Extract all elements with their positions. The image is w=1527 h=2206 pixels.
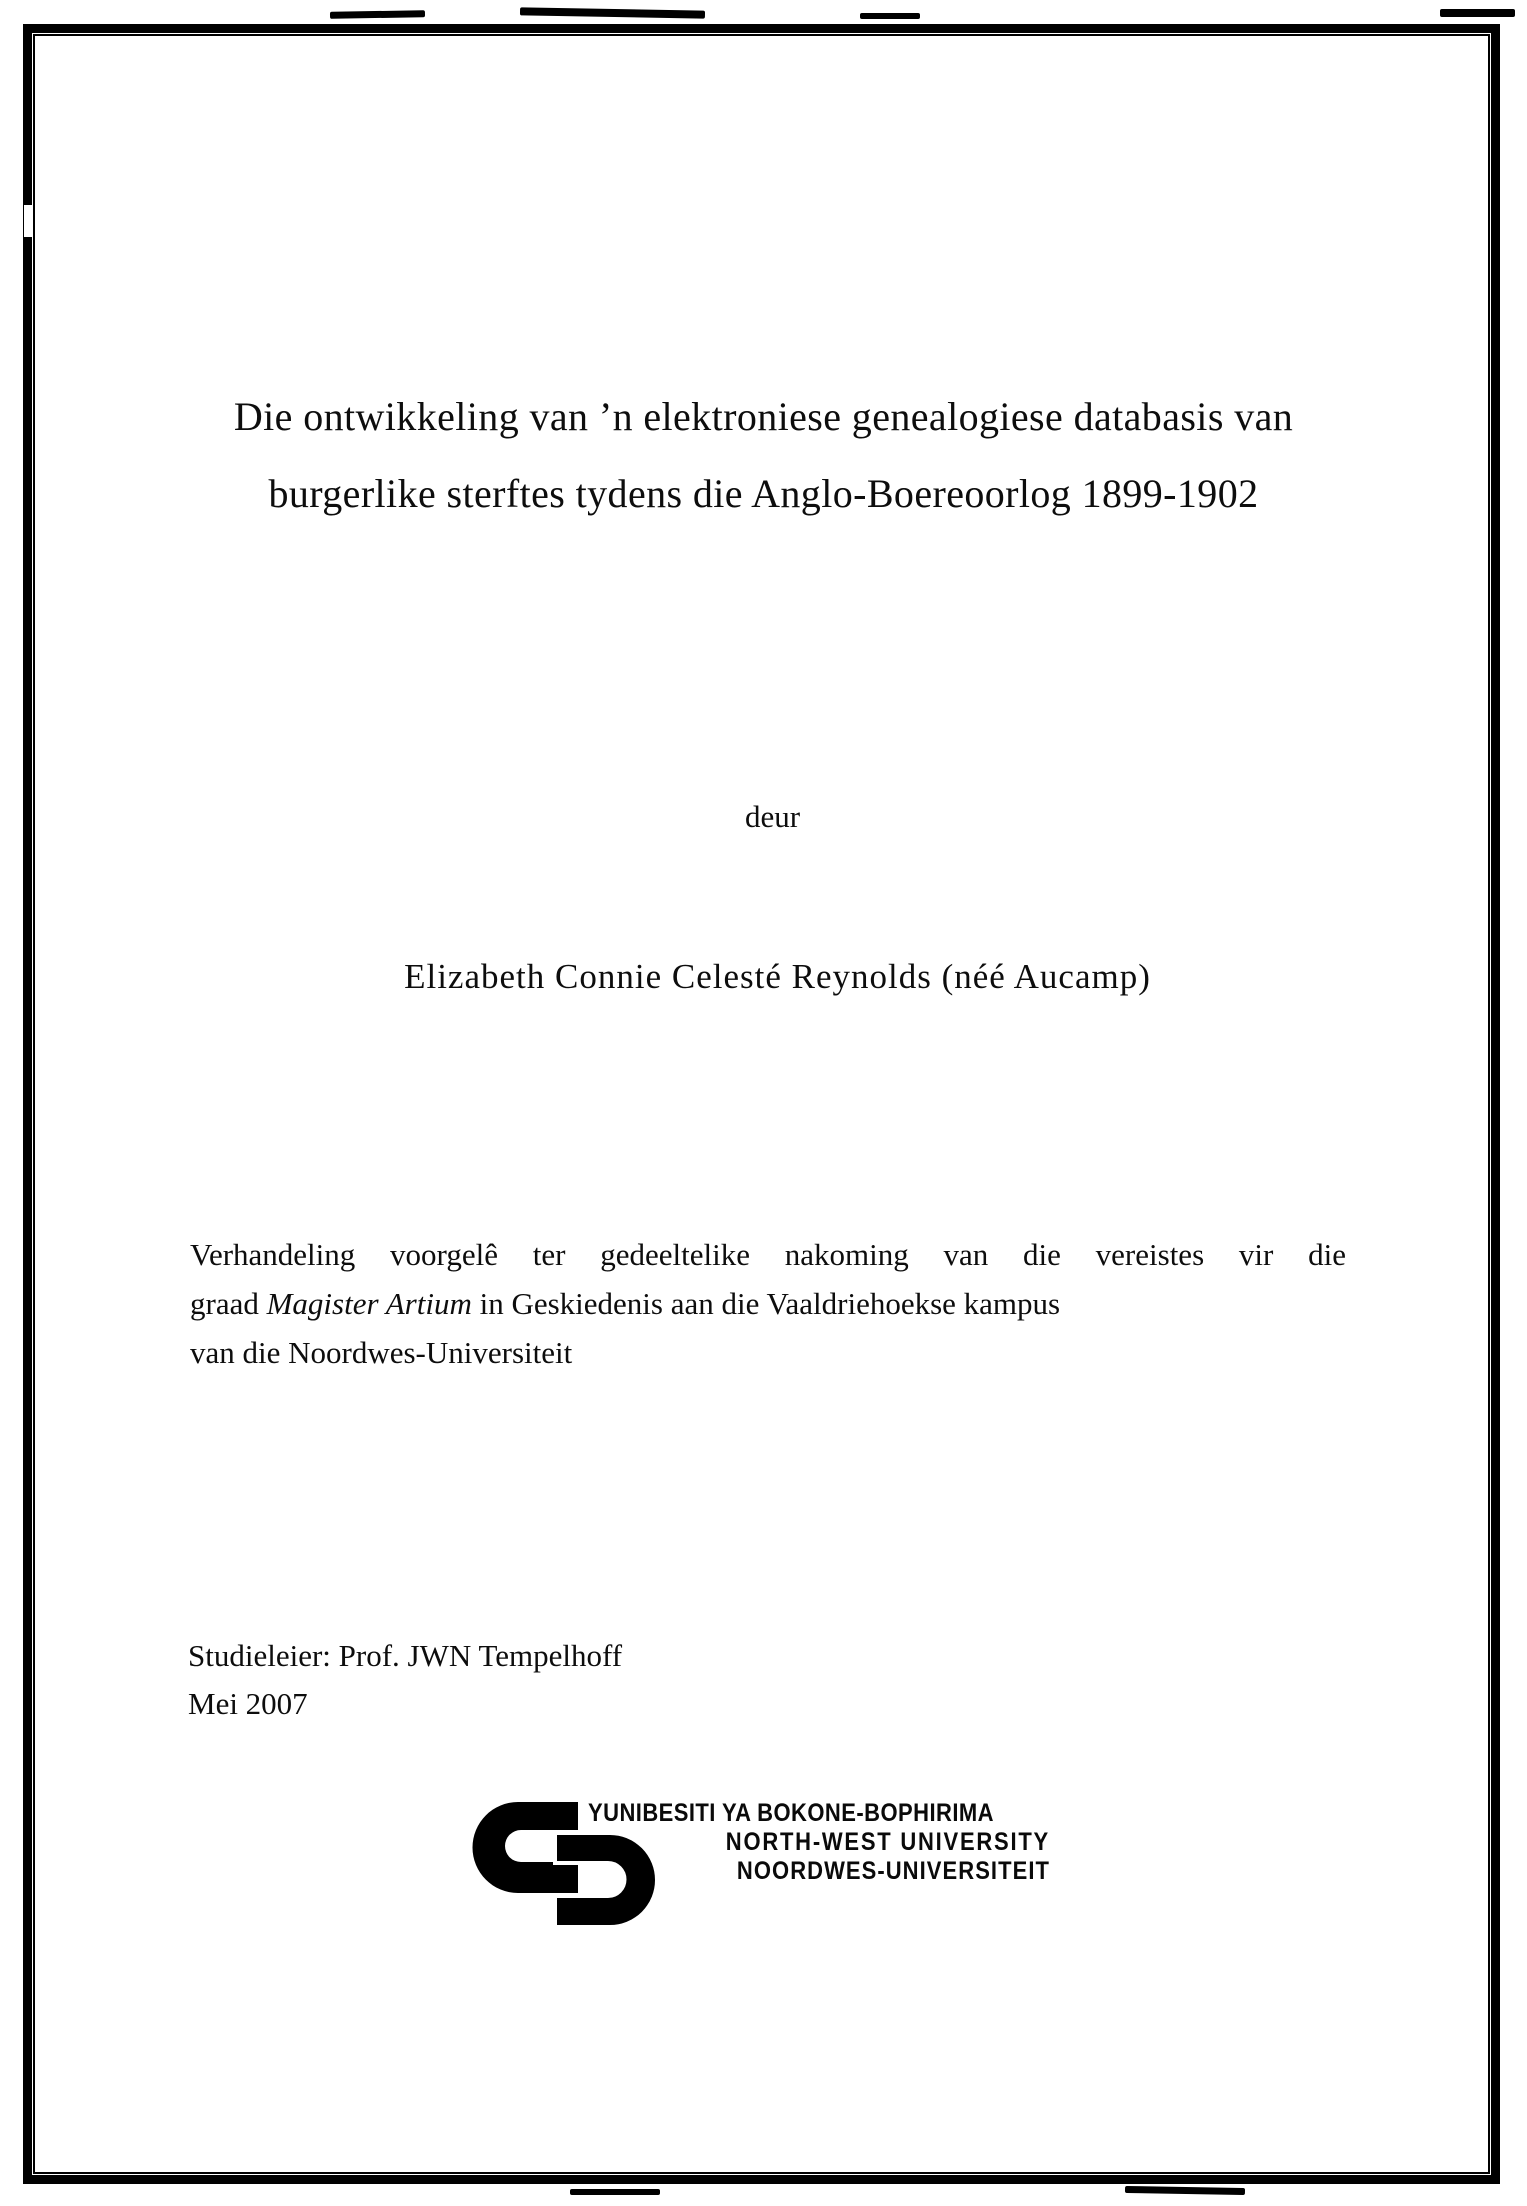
degree-name-italic: Magister Artium — [266, 1286, 472, 1321]
scan-artifact — [1125, 2186, 1245, 2195]
thesis-title-line1: Die ontwikkeling van ’n elektroniese genealogiese databasis van — [233, 394, 1294, 439]
degree-statement-line2-suffix: in Geskiedenis aan die Vaaldriehoekse kampus — [471, 1286, 1061, 1321]
scan-artifact — [330, 10, 425, 19]
degree-statement-line2 — [190, 1279, 1346, 1328]
supervisor-line: Studieleier: Prof. JWN Tempelhoff — [188, 1638, 623, 1673]
scan-artifact — [24, 205, 32, 237]
degree-statement-line1: Verhandeling voorgelê ter gedeeltelike nakoming van die vereistes vir die — [190, 1237, 1346, 1272]
logo-line-english: NORTH-WEST UNIVERSITY — [725, 1828, 1050, 1856]
degree-statement-line3: van die Noordwes-Universiteit — [190, 1335, 573, 1370]
scan-artifact — [520, 7, 705, 18]
degree-statement — [190, 1230, 1346, 1377]
scan-artifact — [1440, 9, 1515, 17]
scan-artifact — [860, 13, 920, 19]
author-name: Elizabeth Connie Celesté Reynolds (néé Aucamp) — [404, 957, 1151, 996]
supervisor-block — [188, 1632, 622, 1728]
university-logo-wordmark — [588, 1799, 1050, 1886]
university-logo — [465, 1796, 1085, 1941]
thesis-title — [95, 378, 1432, 532]
scan-artifact — [570, 2189, 660, 2195]
thesis-title-line2: burgerlike sterftes tydens die Anglo-Boereoorlog 1899-1902 — [268, 471, 1259, 516]
degree-statement-line2-prefix: graad — [190, 1286, 267, 1321]
date-line: Mei 2007 — [188, 1686, 308, 1721]
byline-label: deur — [744, 799, 801, 834]
logo-line-setswana: YUNIBESITI YA BOKONE-BOPHIRIMA — [588, 1799, 994, 1827]
logo-line-afrikaans: NOORDWES-UNIVERSITEIT — [736, 1857, 1050, 1885]
